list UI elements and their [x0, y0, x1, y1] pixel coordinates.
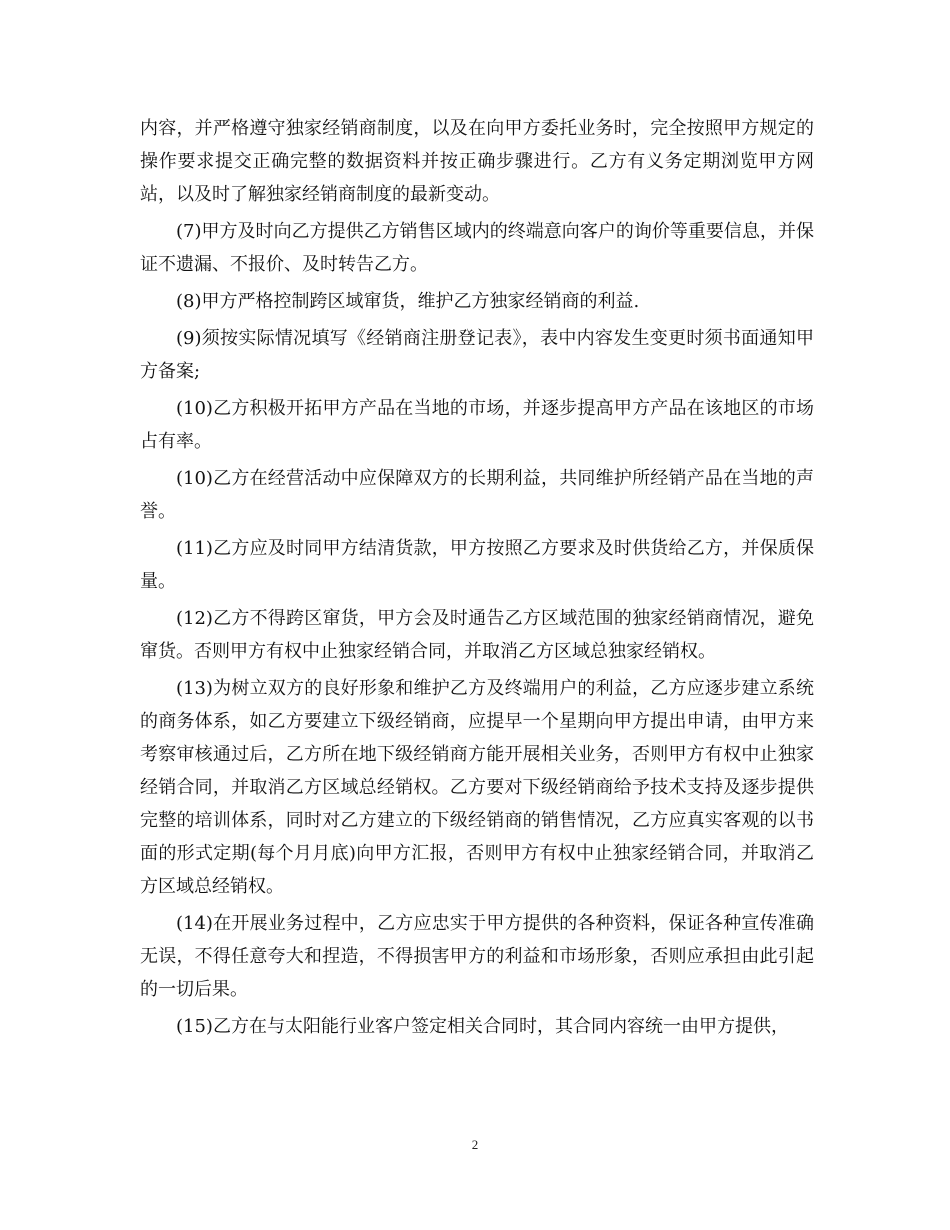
paragraph-clause-8: (8)甲方严格控制跨区域窜货，维护乙方独家经销商的利益. [176, 291, 640, 312]
paragraph-clause-11: (11)乙方应及时同甲方结清货款，甲方按照乙方要求及时供货给乙方，并保质保量。 [140, 538, 814, 592]
paragraph-clause-15: (15)乙方在与太阳能行业客户签定相关合同时，其合同内容统一由甲方提供， [176, 1016, 789, 1037]
paragraph-clause-10b: (10)乙方在经营活动中应保障双方的长期利益，共同维护所经销产品在当地的声誉。 [140, 468, 814, 522]
paragraph-clause-10a: (10)乙方积极开拓甲方产品在当地的市场，并逐步提高甲方产品在该地区的市场占有率。 [140, 398, 814, 452]
page-number: 2 [471, 1137, 479, 1152]
paragraph-clause-9: (9)须按实际情况填写《经销商注册登记表》，表中内容发生变更时须书面通知甲方备案; [140, 328, 814, 382]
paragraph-clause-13: (13)为树立双方的良好形象和维护乙方及终端用户的利益，乙方应逐步建立系统的商务体系，如乙方要建立下级经销商，应提早一个星期向甲方提出申请，由甲方来考察审核通过后，乙方所在地下级经销商方能开展相关业务，否则甲方有权中止独家经销合同，并取消乙方区域总经销权。乙方要对下级经销商给予技术支持及逐步提供完整的培训体系，同时对乙方建立的下级经销商的销售情况，乙方应真实客观的以书面的形式定期(每个月月底)向甲方汇报，否则甲方有权中止独家经销合同，并取消乙方区域总经销权。 [140, 678, 814, 897]
document-body [140, 112, 814, 1047]
paragraph-clause-14: (14)在开展业务过程中，乙方应忠实于甲方提供的各种资料，保证各种宣传准确无误，不得任意夸大和捏造，不得损害甲方的利益和市场形象，否则应承担由此引起的一切后果。 [140, 913, 814, 1000]
paragraph-continuation: 内容，并严格遵守独家经销商制度，以及在向甲方委托业务时，完全按照甲方规定的操作要求提交正确完整的数据资料并按正确步骤进行。乙方有义务定期浏览甲方网站，以及时了解独家经销商制度的最新变动。 [140, 118, 814, 205]
paragraph-clause-7: (7)甲方及时向乙方提供乙方销售区域内的终端意向客户的询价等重要信息，并保证不遗漏、不报价、及时转告乙方。 [140, 221, 814, 275]
paragraph-clause-12: (12)乙方不得跨区窜货，甲方会及时通告乙方区域范围的独家经销商情况，避免窜货。否则甲方有权中止独家经销合同，并取消乙方区域总独家经销权。 [140, 608, 814, 662]
